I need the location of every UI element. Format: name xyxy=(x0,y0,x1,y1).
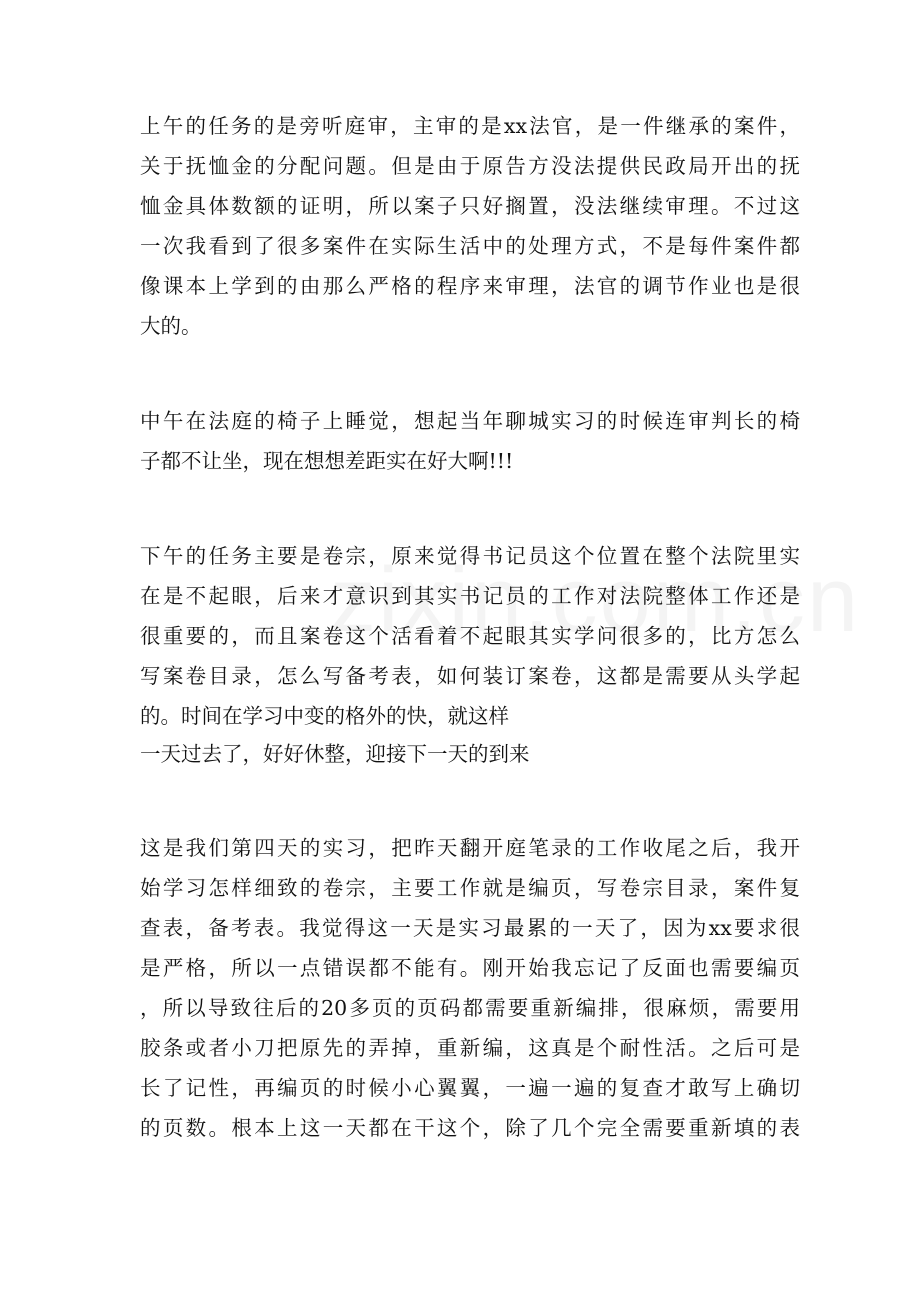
text-line: 一天过去了，好好休整，迎接下一天的到来 xyxy=(140,742,530,766)
text-line: 很重要的，而且案卷这个活看着不起眼其实学问很多的，比方怎么 xyxy=(140,624,800,648)
text-line: 中午在法庭的椅子上睡觉，想起当年聊城实习的时候连审判长的椅 xyxy=(140,409,800,433)
text-line: 恤金具体数额的证明，所以案子只好搁置，没法继续审理。不过这 xyxy=(140,194,800,218)
text-line: 胶条或者小刀把原先的弄掉，重新编，这真是个耐性活。之后可是 xyxy=(140,1036,800,1060)
text-line: 始学习怎样细致的卷宗，主要工作就是编页，写卷宗目录，案件复 xyxy=(140,876,800,900)
text-line: 子都不让坐，现在想想差距实在好大啊!!! xyxy=(140,449,514,473)
text-line: 这是我们第四天的实习，把昨天翻开庭笔录的工作收尾之后，我开 xyxy=(140,836,800,860)
text-line: 在是不起眼，后来才意识到其实书记员的工作对法院整体工作还是 xyxy=(140,584,800,608)
text-line: ，所以导致往后的20多页的页码都需要重新编排，很麻烦，需要用 xyxy=(140,996,800,1020)
text-line: 长了记性，再编页的时候小心翼翼，一遍一遍的复查才敢写上确切 xyxy=(140,1076,800,1100)
text-line: 查表，备考表。我觉得这一天是实习最累的一天了，因为xx要求很 xyxy=(140,916,800,940)
text-line: 一次我看到了很多案件在实际生活中的处理方式，不是每件案件都 xyxy=(140,234,800,258)
text-line: 的页数。根本上这一天都在干这个，除了几个完全需要重新填的表 xyxy=(140,1116,800,1140)
text-line: 的。时间在学习中变的格外的快，就这样 xyxy=(140,704,509,728)
text-line: 是严格，所以一点错误都不能有。刚开始我忘记了反面也需要编页 xyxy=(140,956,800,980)
text-line: 像课本上学到的由那么严格的程序来审理，法官的调节作业也是很 xyxy=(140,274,800,298)
text-line: 写案卷目录，怎么写备考表，如何装订案卷，这都是需要从头学起 xyxy=(140,664,800,688)
text-line: 下午的任务主要是卷宗，原来觉得书记员这个位置在整个法院里实 xyxy=(140,544,800,568)
text-line: 上午的任务的是旁听庭审，主审的是xx法官，是一件继承的案件， xyxy=(140,114,800,138)
text-line: 大的。 xyxy=(140,314,202,338)
text-line: 关于抚恤金的分配问题。但是由于原告方没法提供民政局开出的抚 xyxy=(140,154,800,178)
